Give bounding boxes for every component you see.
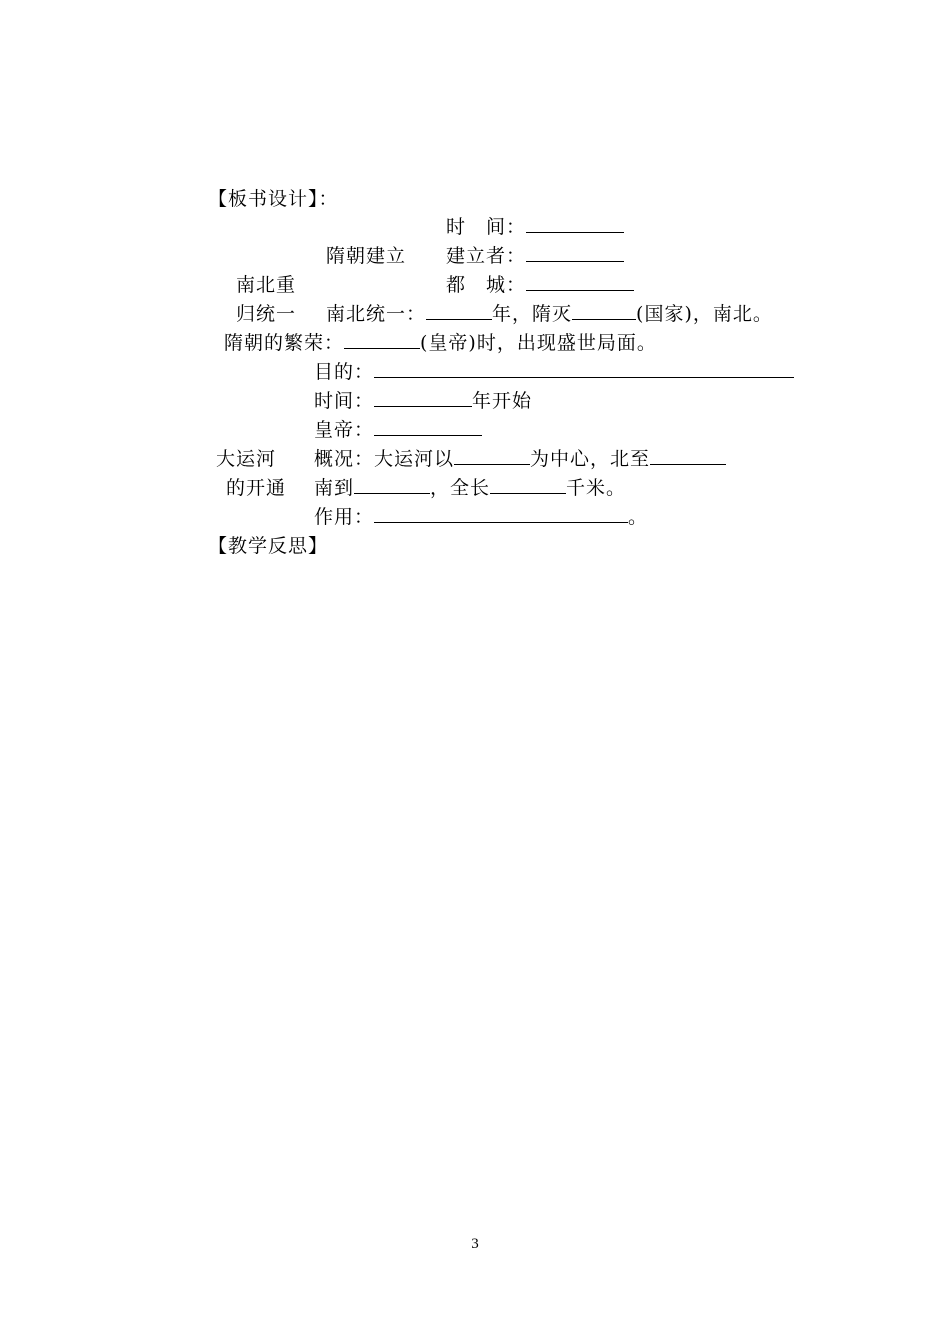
canal-time-blank	[374, 390, 472, 407]
reflection-heading: 【教学反思】	[208, 535, 329, 557]
canal-center-blank	[454, 448, 530, 465]
canal-emperor-blank	[374, 419, 482, 436]
canal-overview-label: 概况：大运河以	[314, 448, 455, 470]
founder-line	[446, 245, 624, 267]
capital-blank	[526, 274, 634, 291]
canal-south-blank	[354, 477, 430, 494]
prosperity-emperor-blank	[344, 332, 420, 349]
canal-purpose-line	[314, 361, 794, 383]
canal-effect-line	[314, 506, 648, 528]
unification-year-blank	[426, 303, 492, 320]
time-line	[446, 216, 624, 238]
capital-line	[446, 274, 634, 296]
canal-effect-blank	[374, 506, 628, 523]
unification-year-suffix: 年，隋灭	[492, 303, 573, 325]
canal-center-suffix: 为中心，北至	[530, 448, 651, 470]
unification-country-note: (国家)，南北。	[636, 303, 773, 325]
left-label-nanbei-2: 归统一	[236, 303, 297, 325]
left-label-nanbei-1: 南北重	[236, 274, 297, 296]
canal-emperor-label: 皇帝：	[314, 419, 375, 441]
capital-label: 都 城：	[446, 274, 527, 296]
time-label: 时 间：	[446, 216, 527, 238]
canal-effect-suffix: 。	[628, 506, 649, 528]
prosperity-label: 隋朝的繁荣：	[224, 332, 345, 354]
unification-label: 南北统一：	[326, 303, 427, 325]
canal-purpose-label: 目的：	[314, 361, 375, 383]
canal-length-label: ，全长	[430, 477, 491, 499]
board-design-heading: 【板书设计】：	[208, 188, 339, 210]
founder-blank	[526, 245, 624, 262]
canal-effect-label: 作用：	[314, 506, 375, 528]
canal-time-suffix: 年开始	[472, 390, 533, 412]
canal-south-line	[314, 477, 626, 499]
sui-founding-label: 隋朝建立	[326, 245, 407, 267]
canal-emperor-line	[314, 419, 482, 441]
left-label-canal-2: 的开通	[226, 477, 287, 499]
prosperity-emperor-suffix: (皇帝)时，出现盛世局面。	[420, 332, 657, 354]
canal-south-label: 南到	[314, 477, 355, 499]
prosperity-line	[224, 332, 657, 354]
time-blank	[526, 216, 624, 233]
left-label-canal-1: 大运河	[216, 448, 277, 470]
canal-time-line	[314, 390, 532, 412]
canal-time-label: 时间：	[314, 390, 375, 412]
page-number: 3	[471, 1236, 479, 1252]
canal-north-blank	[650, 448, 726, 465]
unification-line	[326, 303, 773, 325]
canal-overview-line	[314, 448, 726, 470]
canal-purpose-blank	[374, 361, 794, 378]
canal-length-suffix: 千米。	[566, 477, 627, 499]
canal-length-blank	[490, 477, 566, 494]
unification-country-blank	[572, 303, 636, 320]
founder-label: 建立者：	[446, 245, 527, 267]
